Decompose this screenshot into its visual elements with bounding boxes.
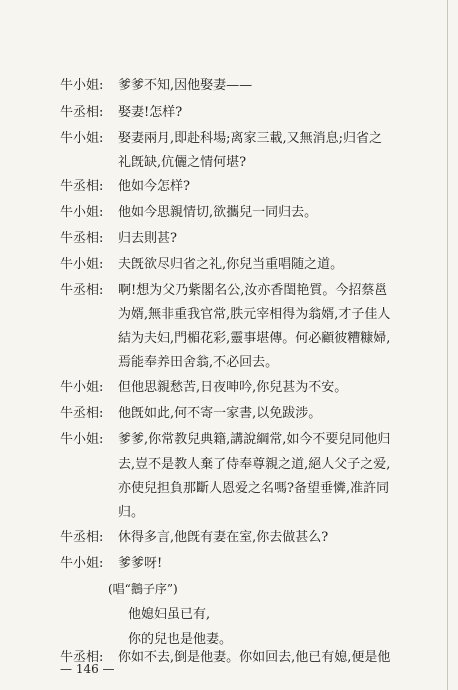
dialogue-continuation — [118, 481, 438, 496]
line-text: 归。 — [118, 505, 145, 520]
speaker-label: 牛小姐: — [60, 380, 104, 395]
speaker-label: 牛丞相: — [60, 530, 104, 545]
speaker-label: 牛小姐: — [60, 131, 104, 146]
dialogue-line — [60, 179, 438, 194]
line-text: (唱“鵝子序”) — [108, 582, 178, 596]
page-number: — 146 — — [60, 662, 115, 676]
line-text: 娶妻兩月,即赴科場;离家三載,又無消息;归省之 — [118, 131, 383, 146]
dialogue-continuation — [118, 307, 438, 322]
dialogue-continuation — [118, 355, 438, 370]
speaker-label: 牛小姐: — [60, 257, 104, 272]
speaker-label: 牛小姐: — [60, 78, 104, 93]
line-text: 夫旣欲尽归省之礼,你兒当重唱随之道。 — [118, 257, 344, 272]
dialogue-line — [60, 131, 438, 146]
dialogue-line — [60, 432, 438, 447]
song-tune-name — [108, 582, 438, 597]
speaker-label: 牛丞相: — [60, 231, 104, 246]
dialogue-line — [60, 78, 438, 93]
line-text: 去,豈不是教人棄了侍奉尊親之道,絕人父子之爱, — [118, 457, 391, 472]
dialogue-continuation — [118, 505, 438, 520]
dialogue-line — [60, 231, 438, 246]
line-text: 他如今思親情切,欲攜兒一同归去。 — [118, 205, 318, 220]
speaker-label: 牛丞相: — [60, 283, 104, 298]
dialogue-line — [60, 530, 438, 545]
line-text: 但他思親愁苦,日夜呻吟,你兒甚为不安。 — [118, 380, 348, 395]
line-text: 为婿,無非重我官常,胅元宰相得为翁婿,才子佳人 — [118, 307, 391, 322]
line-text: 归去則甚? — [118, 231, 177, 246]
page-edge-rule — [447, 0, 448, 690]
line-text: 焉能奉养田舍翁,不必回去。 — [118, 355, 279, 370]
song-lyric — [128, 607, 438, 622]
line-text: 他旣如此,何不寄一家書,以免跋涉。 — [118, 406, 322, 421]
dialogue-continuation — [118, 457, 438, 472]
dialogue-line — [60, 406, 438, 421]
speaker-label: 牛丞相: — [60, 105, 104, 120]
dialogue-line — [60, 556, 438, 571]
song-lyric — [128, 632, 438, 647]
dialogue-line — [60, 650, 438, 665]
dialogue-continuation — [118, 155, 438, 170]
line-text: 爹爹不知,因他娶妻—— — [118, 78, 253, 93]
line-text: 亦使兒担負那斷人恩爱之名嗎?备望垂憐,准許同 — [118, 481, 390, 496]
dialogue-line — [60, 380, 438, 395]
dialogue-line — [60, 257, 438, 272]
dialogue-line — [60, 283, 438, 298]
dialogue-line — [60, 105, 438, 120]
line-text: 爹爹呀! — [118, 556, 163, 571]
speaker-label: 牛小姐: — [60, 556, 104, 571]
line-text: 你如不去,倒是他妻。你如回去,他已有媳,便是他 — [118, 650, 391, 665]
line-text: 娶妻!怎样? — [118, 105, 183, 120]
speaker-label: 牛丞相: — [60, 650, 104, 665]
dialogue-line — [60, 205, 438, 220]
line-text: 他如今怎样? — [118, 179, 190, 194]
dialogue-continuation — [118, 331, 438, 346]
speaker-label: 牛小姐: — [60, 432, 104, 447]
line-text: 礼旣缺,伉儷之情何堪? — [118, 155, 247, 170]
speaker-label: 牛小姐: — [60, 205, 104, 220]
line-text: 爹爹,你常教兒典籍,講說綱常,如今不要兒同他归 — [118, 432, 391, 447]
line-text: 他媳妇虽已有, — [128, 607, 211, 622]
speaker-label: 牛丞相: — [60, 179, 104, 194]
speaker-label: 牛丞相: — [60, 406, 104, 421]
line-text: 休得多言,他旣有妻在室,你去做甚么? — [118, 530, 329, 545]
line-text: 啊!想为父乃紫閣名公,汝亦香閨艳質。今招蔡邕 — [118, 283, 388, 298]
line-text: 結为夫妇,門楣花彩,靈事堪傳。何必顧彼糟糠婦, — [118, 331, 391, 346]
line-text: 你的兒也是他妻。 — [128, 632, 233, 647]
